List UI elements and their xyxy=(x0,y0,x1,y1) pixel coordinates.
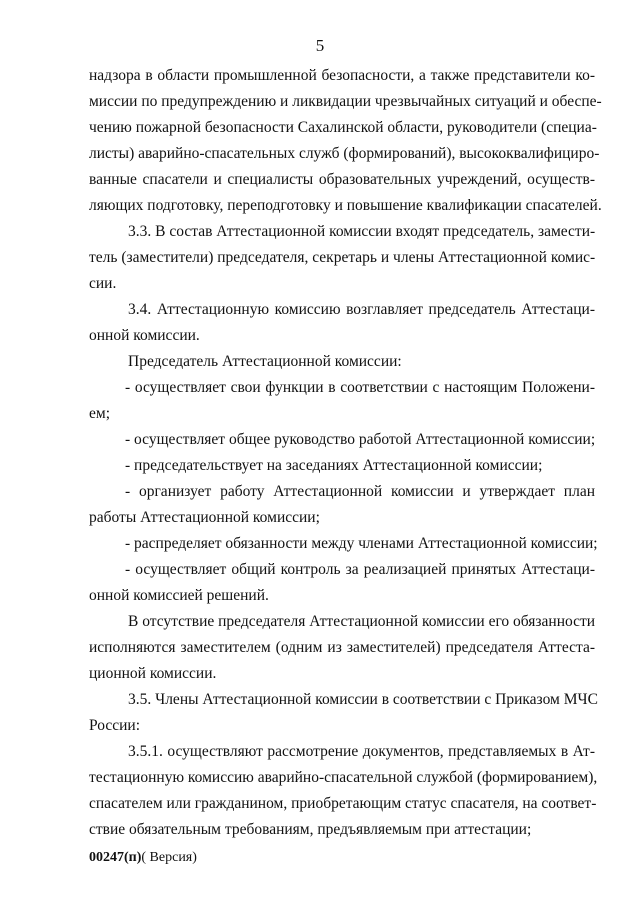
text-line: - осуществляет свои функции в соответствии с настоящим Положени- xyxy=(125,379,595,396)
text-line: онной комиссии. xyxy=(89,327,200,344)
text-line: ванные спасатели и специалисты образовательных учреждений, осуществ- xyxy=(89,171,595,188)
text-line: исполняются заместителем (одним из заместителей) председателя Аттеста- xyxy=(89,639,595,656)
text-line: ем; xyxy=(89,405,110,422)
text-line: ствие обязательным требованиям, предъявляемым при аттестации; xyxy=(89,821,532,838)
document-footer xyxy=(89,850,197,866)
text-line: спасателем или гражданином, приобретающим статус спасателя, на соответ- xyxy=(89,795,597,812)
text-line: Председатель Аттестационной комиссии: xyxy=(128,353,402,370)
text-line: ционной комиссии. xyxy=(89,665,217,682)
text-line: сии. xyxy=(89,275,117,292)
text-line: онной комиссией решений. xyxy=(89,587,269,604)
text-line: миссии по предупреждению и ликвидации чрезвычайных ситуаций и обеспе- xyxy=(89,93,602,110)
text-line: В отсутствие председателя Аттестационной комиссии его обязанности xyxy=(128,613,596,630)
text-line: тель (заместители) председателя, секретарь и члены Аттестационной комис- xyxy=(89,249,596,266)
text-line: листы) аварийно-спасательных служб (формирований), высококвалифициро- xyxy=(89,145,600,162)
document-body xyxy=(89,63,602,843)
page-number: 5 xyxy=(315,36,325,55)
text-line: 3.5. Члены Аттестационной комиссии в соответствии с Приказом МЧС xyxy=(128,691,598,708)
text-line: тестационную комиссию аварийно-спасательной службой (формированием), xyxy=(89,769,598,786)
text-line: 3.4. Аттестационную комиссию возглавляет председатель Аттестаци- xyxy=(128,301,595,318)
document-code: 00247(п) xyxy=(89,850,142,865)
text-line: 3.5.1. осуществляют рассмотрение документов, представляемых в Ат- xyxy=(128,743,595,760)
text-line: - осуществляет общее руководство работой Аттестационной комиссии; xyxy=(125,431,596,448)
text-line: ляющих подготовку, переподготовку и повышение квалификации спасателей. xyxy=(89,197,602,214)
text-line: России: xyxy=(89,717,141,734)
text-line: - организует работу Аттестационной комиссии и утверждает план xyxy=(125,483,595,500)
text-line: - осуществляет общий контроль за реализацией принятых Аттестаци- xyxy=(125,561,595,578)
text-line: - распределяет обязанности между членами Аттестационной комиссии; xyxy=(125,535,598,552)
text-line: чению пожарной безопасности Сахалинской области, руководители (специа- xyxy=(89,119,597,136)
text-line: надзора в области промышленной безопасности, а также представители ко- xyxy=(89,67,595,84)
document-version: ( Версия) xyxy=(141,850,197,865)
text-line: 3.3. В состав Аттестационной комиссии входят председатель, замести- xyxy=(128,223,596,240)
text-line: работы Аттестационной комиссии; xyxy=(89,509,320,526)
text-line: - председательствует на заседаниях Аттестационной комиссии; xyxy=(125,457,543,474)
